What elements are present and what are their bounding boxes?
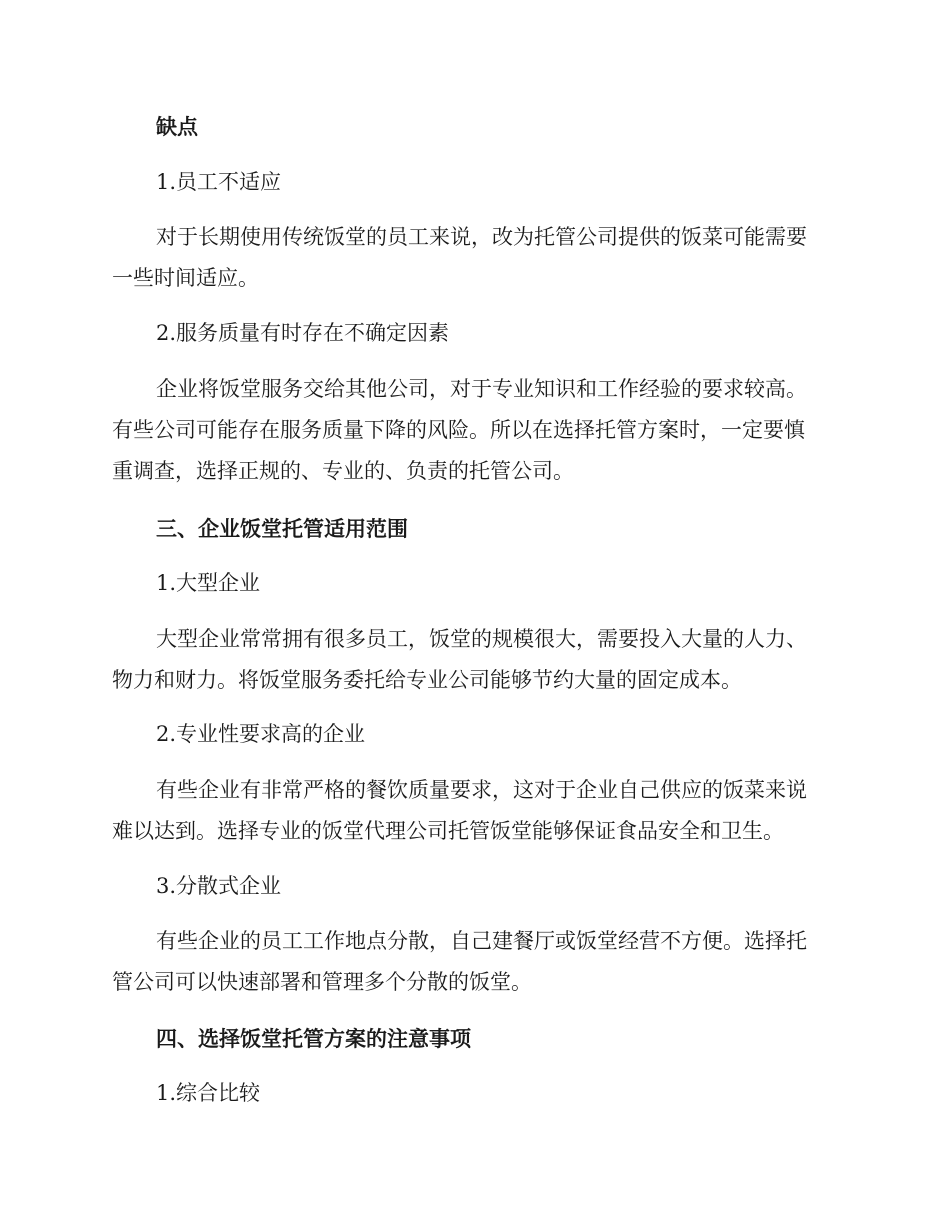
- paragraph-line: 物力和财力。将饭堂服务委托给专业公司能够节约大量的固定成本。: [112, 668, 742, 692]
- s3-item3-title: 3.分散式企业: [156, 874, 282, 898]
- paragraph-line: 对于长期使用传统饭堂的员工来说，改为托管公司提供的饭菜可能需要: [156, 225, 807, 249]
- section3-title: 三、企业饭堂托管适用范围: [156, 516, 408, 541]
- paragraph-line: 企业将饭堂服务交给其他公司，对于专业知识和工作经验的要求较高。: [156, 377, 807, 401]
- paragraph-line: 重调查，选择正规的、专业的、负责的托管公司。: [112, 459, 574, 483]
- paragraph-line: 管公司可以快速部署和管理多个分散的饭堂。: [112, 970, 532, 994]
- paragraph-line: 有些公司可能存在服务质量下降的风险。所以在选择托管方案时，一定要慎: [112, 418, 805, 442]
- paragraph-line: 有些企业的员工工作地点分散，自己建餐厅或饭堂经营不方便。选择托: [156, 929, 807, 953]
- paragraph-line: 难以达到。选择专业的饭堂代理公司托管饭堂能够保证食品安全和卫生。: [112, 819, 784, 843]
- s4-item1-title: 1.综合比较: [156, 1081, 261, 1105]
- paragraph-line: 一些时间适应。: [112, 266, 259, 290]
- s3-item2-title: 2.专业性要求高的企业: [156, 722, 366, 746]
- paragraph-line: 大型企业常常拥有很多员工，饭堂的规模很大，需要投入大量的人力、: [156, 627, 807, 651]
- item2-title: 2.服务质量有时存在不确定因素: [156, 321, 450, 345]
- paragraph-line: 有些企业有非常严格的餐饮质量要求，这对于企业自己供应的饭菜来说: [156, 778, 807, 802]
- section4-title: 四、选择饭堂托管方案的注意事项: [156, 1026, 471, 1051]
- heading-disadvantages: 缺点: [156, 114, 198, 139]
- item1-title: 1.员工不适应: [156, 170, 282, 194]
- s3-item1-title: 1.大型企业: [156, 571, 261, 595]
